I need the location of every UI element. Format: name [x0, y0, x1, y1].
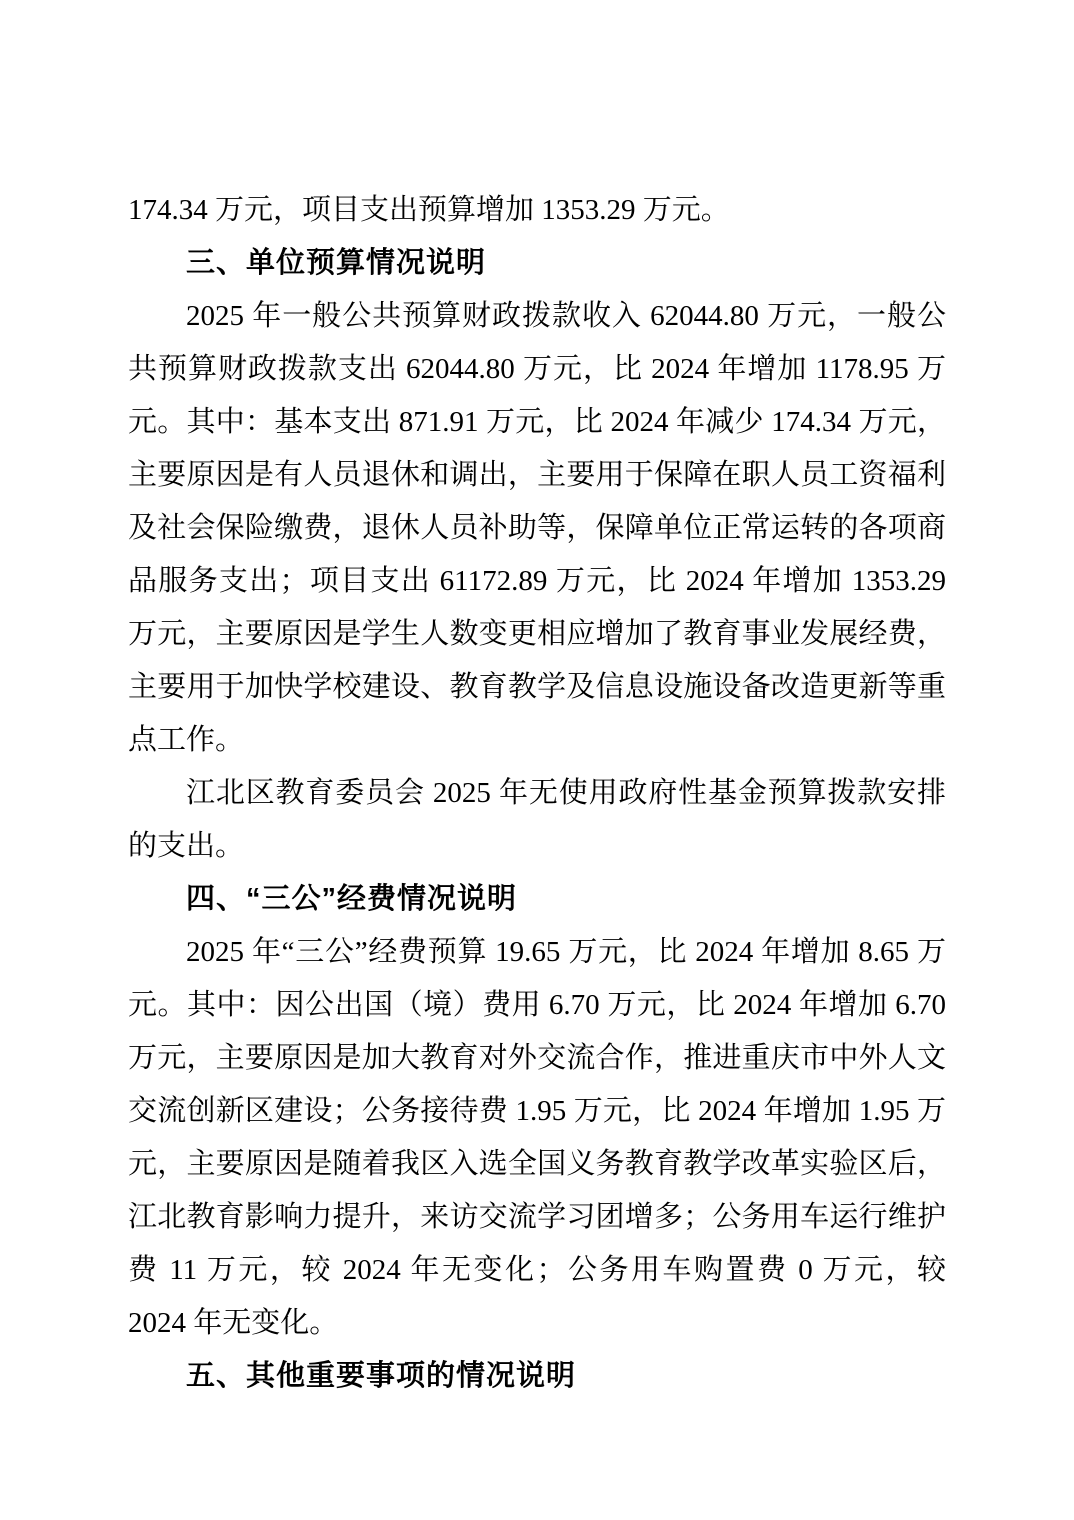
paragraph-three-public-expenses-detail: 2025 年“三公”经费预算 19.65 万元，比 2024 年增加 8.65 万元。其中：因公出国（境）费用 6.70 万元，比 2024 年增加 6.70 万元，主要原因是加大教育对外交流合作，推进重庆市中外人文交流创新区建设；公务接待费 1.95 万元，比 2024 年增加 1.95 万元，主要原因是随着我区入选全国义务教育教学改革实验区后，江北教育影响力提升，来访交流学习团增多；公务用车运行维护费 11 万元，较 2024 年无变化；公务用车购置费 0 万元，较 2024 年无变化。: [128, 936, 946, 1339]
section-heading-4-three-public-expenses: 四、“三公”经费情况说明: [186, 883, 518, 915]
section-heading-5-other-important-matters: 五、其他重要事项的情况说明: [186, 1360, 577, 1392]
section-heading-3-unit-budget: 三、单位预算情况说明: [186, 247, 487, 279]
paragraph-no-government-fund-expense: 江北区教育委员会 2025 年无使用政府性基金预算拨款安排的支出。: [128, 777, 946, 862]
paragraph-general-public-budget-detail: 2025 年一般公共预算财政拨款收入 62044.80 万元，一般公共预算财政拨款支出 62044.80 万元，比 2024 年增加 1178.95 万元。其中：基本支出 871.91 万元，比 2024 年减少 174.34 万元，主要原因是有人员退休和调出，主要用于保障在职人员工资福利及社会保险缴费，退休人员补助等，保障单位正常运转的各项商品服务支出；项目支出 61172.89 万元，比 2024 年增加 1353.29 万元，主要原因是学生人数变更相应增加了教育事业发展经费，主要用于加快学校建设、教育教学及信息设施设备改造更新等重点工作。: [128, 300, 946, 756]
page-text-block: [128, 184, 946, 1403]
paragraph-carryover-project-expense: 174.34 万元，项目支出预算增加 1353.29 万元。: [128, 194, 730, 226]
